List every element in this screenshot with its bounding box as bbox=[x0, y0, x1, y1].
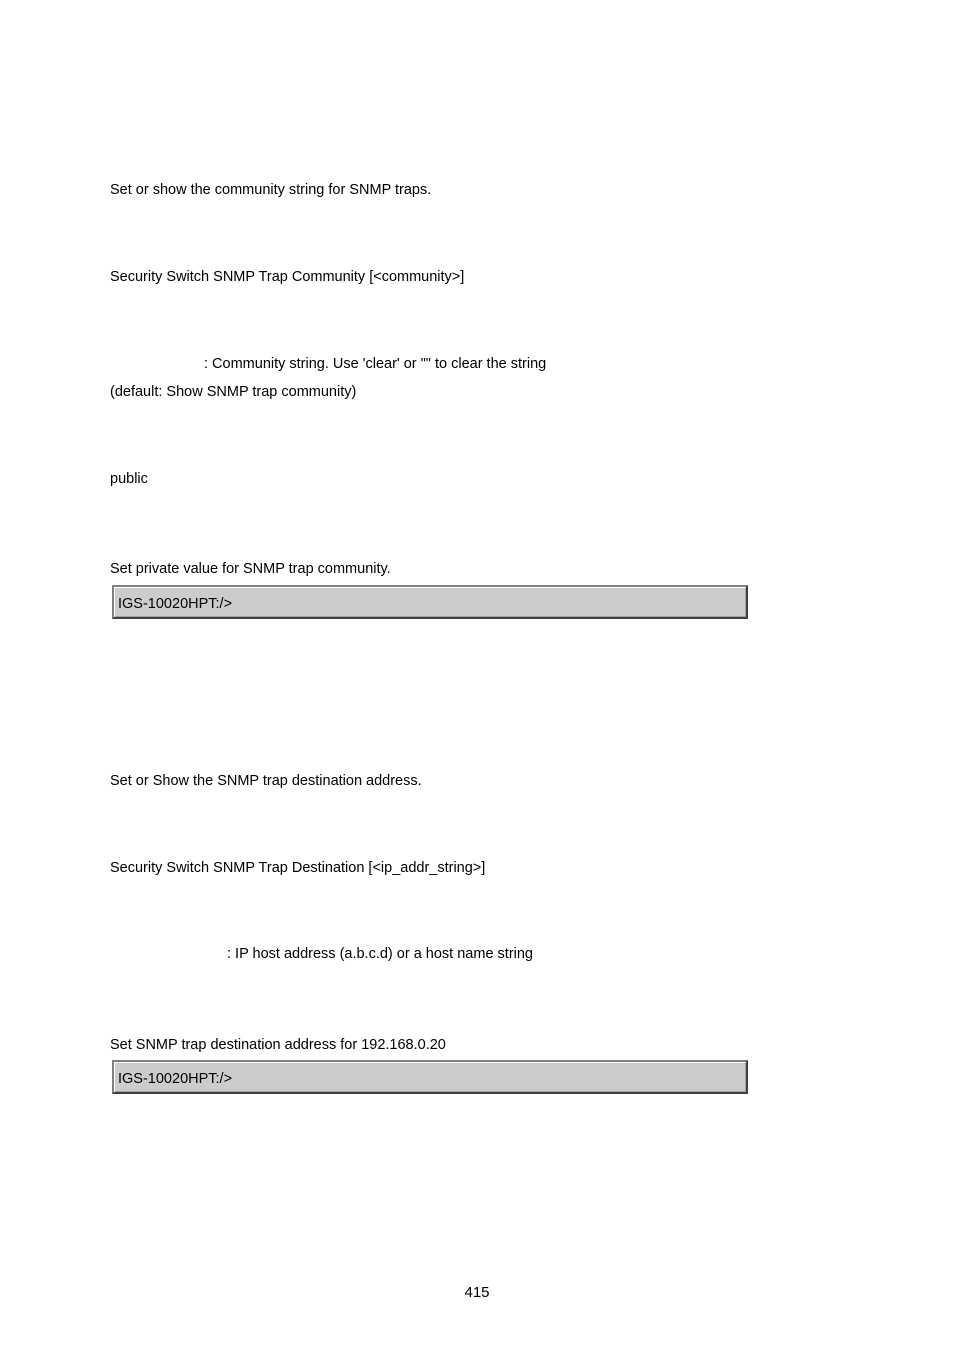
destination-description: Set or Show the SNMP trap destination address. bbox=[110, 773, 422, 789]
community-example-description: Set private value for SNMP trap community. bbox=[110, 561, 391, 577]
destination-parameter-description: : IP host address (a.b.c.d) or a host name string bbox=[227, 946, 533, 962]
destination-syntax: Security Switch SNMP Trap Destination [<ip_addr_string>] bbox=[110, 860, 486, 876]
community-default: (default: Show SNMP trap community) bbox=[110, 384, 357, 400]
community-example-command-box bbox=[112, 585, 748, 619]
destination-example-command-box bbox=[112, 1060, 748, 1094]
community-default-value: public bbox=[110, 471, 148, 487]
community-parameter-description: : Community string. Use 'clear' or "" to clear the string bbox=[204, 356, 547, 372]
page-number: 415 bbox=[464, 1284, 490, 1301]
community-description: Set or show the community string for SNMP traps. bbox=[110, 182, 432, 198]
destination-command-prompt: IGS-10020HPT:/> bbox=[118, 1071, 233, 1087]
community-syntax: Security Switch SNMP Trap Community [<community>] bbox=[110, 269, 465, 285]
community-command-prompt: IGS-10020HPT:/> bbox=[118, 596, 233, 612]
destination-example-description: Set SNMP trap destination address for 192.168.0.20 bbox=[110, 1037, 446, 1053]
